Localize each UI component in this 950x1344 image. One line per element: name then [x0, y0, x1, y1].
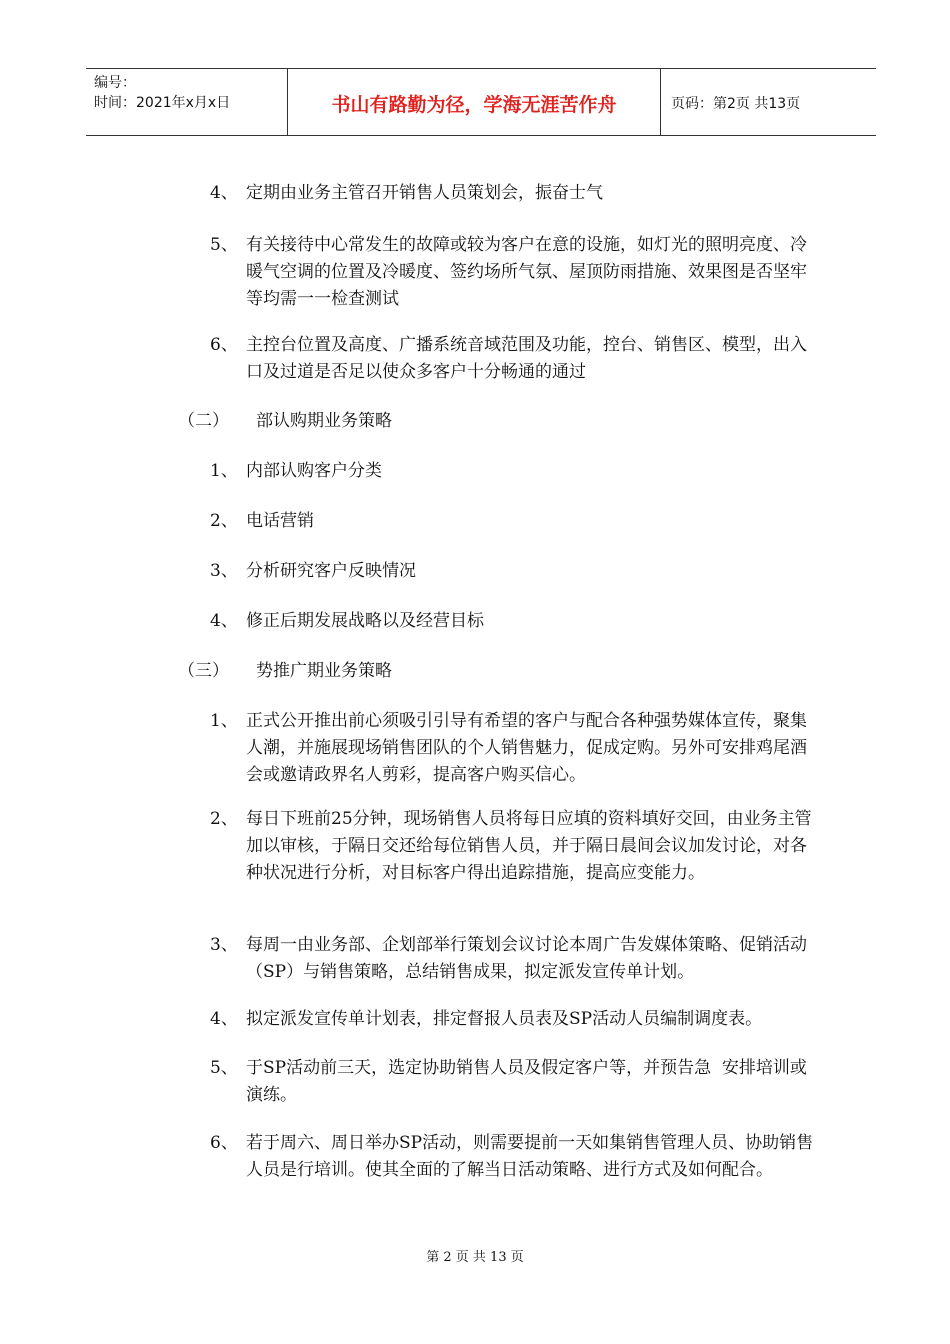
header-page-number: 页码：第2页 共13页 [671, 96, 801, 112]
list-item-number: 1、 [210, 711, 238, 731]
list-item-number: 4、 [210, 183, 238, 203]
list-item-number: 4、 [210, 1009, 238, 1029]
list-item-number: 6、 [210, 335, 238, 355]
header-divider-right [660, 69, 661, 135]
list-item-text: 有关接待中心常发生的故障或较为客户在意的设施，如灯光的照明亮度、冷暖气空调的位置及冷暖度、签约场所气氛、屋顶防雨措施、效果图是否坚牢等均需一一检查测试 [246, 235, 807, 309]
list-item-number: 5、 [210, 1058, 238, 1078]
list-item-text: 定期由业务主管召开销售人员策划会，振奋士气 [246, 183, 603, 203]
list-item-number: 5、 [210, 235, 238, 255]
section-number: （三） [178, 661, 229, 681]
list-item-number: 3、 [210, 935, 238, 955]
header-motto: 书山有路勤为径，学海无涯苦作舟 [331, 93, 617, 116]
section-heading [178, 408, 392, 435]
document-time-label: 时间：2021年x月x日 [94, 95, 231, 111]
page-footer: 第 2 页 共 13 页 [426, 1250, 524, 1265]
list-item-text: 每日下班前25分钟，现场销售人员将每日应填的资料填好交回，由业务主管加以审核，于隔日交还给每位销售人员，并于隔日晨间会议加发讨论，对各种状况进行分析，对目标客户得出追踪措施，提高应变能力。 [246, 809, 812, 883]
list-item-number: 1、 [210, 461, 238, 481]
list-item-number: 3、 [210, 561, 238, 581]
list-item-text: 若于周六、周日举办SP活动，则需要提前一天如集销售管理人员、协助销售人员是行培训。使其全面的了解当日活动策略、进行方式及如何配合。 [246, 1133, 814, 1180]
list-item-text: 于SP活动前三天，选定协助销售人员及假定客户等，并预告急 安排培训或演练。 [246, 1058, 807, 1105]
header-meta [94, 73, 230, 113]
list-item-text: 电话营销 [246, 511, 314, 531]
list-item-text: 正式公开推出前心须吸引引导有希望的客户与配合各种强势媒体宣传，聚集人潮，并施展现场销售团队的个人销售魅力，促成定购。另外可安排鸡尾酒会或邀请政界名人剪彩，提高客户购买信心。 [246, 711, 807, 785]
list-item-number: 2、 [210, 809, 238, 829]
list-item-text: 主控台位置及高度、广播系统音域范围及功能，控台、销售区、模型，出入口及过道是否足以使众多客户十分畅通的通过 [246, 335, 807, 382]
list-item-text: 修正后期发展战略以及经营目标 [246, 611, 484, 631]
section-heading [178, 658, 392, 685]
section-title: 部认购期业务策略 [256, 411, 392, 431]
list-item-text: 拟定派发宣传单计划表，排定督报人员表及SP活动人员编制调度表。 [246, 1009, 763, 1029]
list-item-text: 内部认购客户分类 [246, 461, 382, 481]
document-number-label: 编号： [94, 75, 136, 91]
page-header [86, 68, 876, 136]
list-item-number: 6、 [210, 1133, 238, 1153]
section-title: 势推广期业务策略 [256, 661, 392, 681]
list-item-text: 每周一由业务部、企划部举行策划会议讨论本周广告发媒体策略、促销活动（SP）与销售策略，总结销售成果，拟定派发宣传单计划。 [246, 935, 807, 982]
list-item-number: 2、 [210, 511, 238, 531]
list-item-text: 分析研究客户反映情况 [246, 561, 416, 581]
list-item-number: 4、 [210, 611, 238, 631]
section-number: （二） [178, 411, 229, 431]
